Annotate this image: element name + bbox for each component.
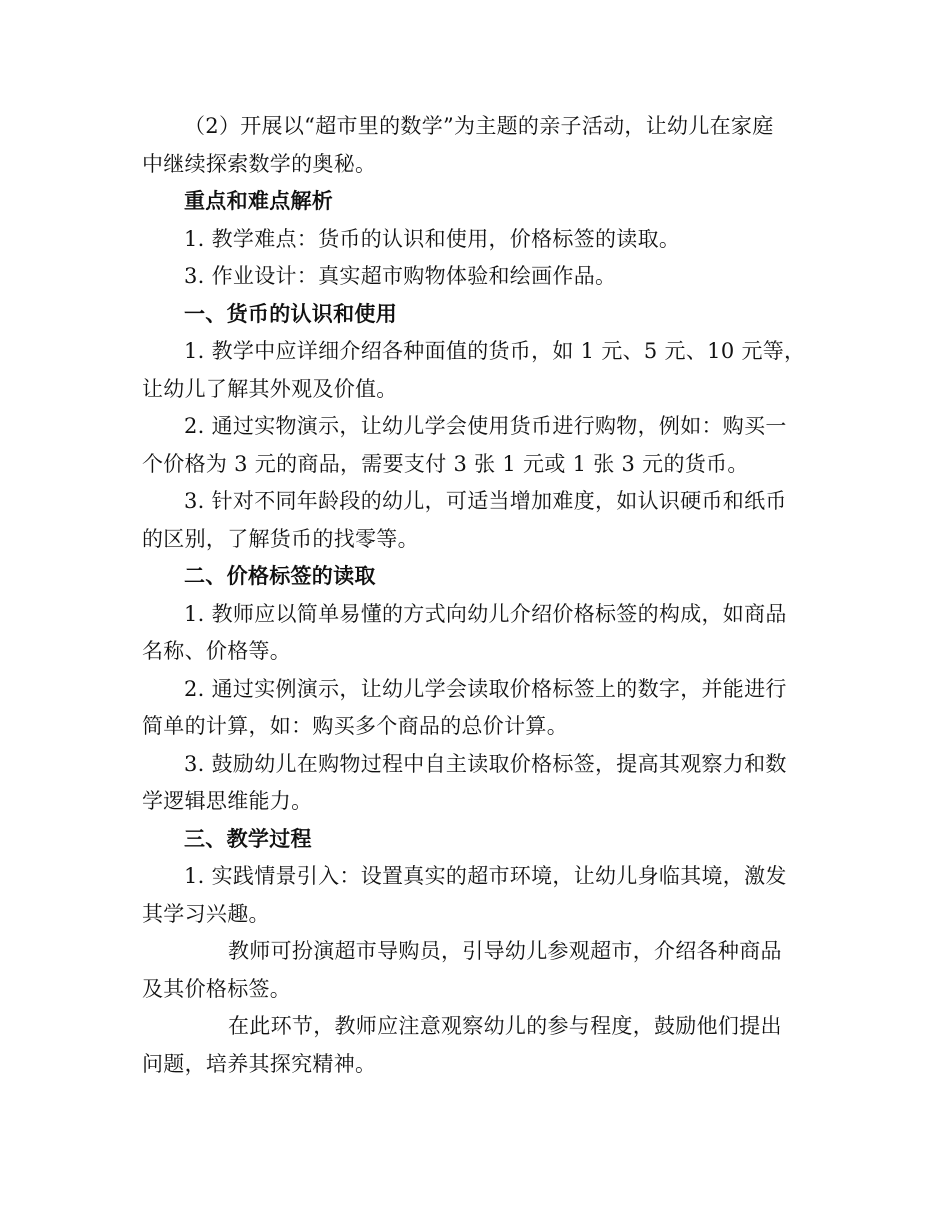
paragraph-line: 3. 鼓励幼儿在购物过程中自主读取价格标签，提高其观察力和数 [184,751,787,776]
paragraph-line: 1. 教学中应详细介绍各种面值的货币，如 1 元、5 元、10 元等， [184,339,806,363]
paragraph-line: 在此环节，教师应注意观察幼儿的参与程度，鼓励他们提出 [228,1014,782,1038]
paragraph-line: 及其价格标签。 [142,976,292,1001]
paragraph-line: 让幼儿了解其外观及价值。 [142,376,398,401]
paragraph-line: 个价格为 3 元的商品，需要支付 3 张 1 元或 1 张 3 元的货币。 [142,451,749,476]
paragraph-line: 的区别，了解货币的找零等。 [142,526,419,551]
document-body [142,108,804,1083]
paragraph-line: 名称、价格等。 [142,639,292,663]
section-heading: 二、价格标签的读取 [184,564,376,588]
paragraph-line: 学逻辑思维能力。 [142,789,313,813]
paragraph-line: 教师可扮演超市导购员，引导幼儿参观超市，介绍各种商品 [228,939,782,963]
section-heading: 重点和难点解析 [184,189,334,213]
paragraph-line: 1. 实践情景引入：设置真实的超市环境，让幼儿身临其境，激发 [184,864,787,888]
paragraph-line: 3. 作业设计：真实超市购物体验和绘画作品。 [184,264,617,288]
paragraph-line: 1. 教学难点：货币的认识和使用，价格标签的读取。 [184,226,681,251]
paragraph-line: 2. 通过实物演示，让幼儿学会使用货币进行购物，例如：购买一 [184,414,787,438]
section-heading: 一、货币的认识和使用 [184,301,397,326]
paragraph-line: 3. 针对不同年龄段的幼儿，可适当增加难度，如认识硬币和纸币 [184,489,787,513]
paragraph-line: 其学习兴趣。 [142,901,270,926]
paragraph-line: 中继续探索数学的奥秘。 [142,151,377,176]
paragraph-line: （2）开展以“超市里的数学”为主题的亲子活动，让幼儿在家庭 [184,114,774,138]
paragraph-line: 问题，培养其探究精神。 [142,1051,377,1076]
paragraph-line: 2. 通过实例演示，让幼儿学会读取价格标签上的数字，并能进行 [184,676,787,701]
section-heading: 三、教学过程 [184,826,312,851]
paragraph-line: 简单的计算，如：购买多个商品的总价计算。 [142,714,568,738]
paragraph-line: 1. 教师应以简单易懂的方式向幼儿介绍价格标签的构成，如商品 [184,601,787,626]
